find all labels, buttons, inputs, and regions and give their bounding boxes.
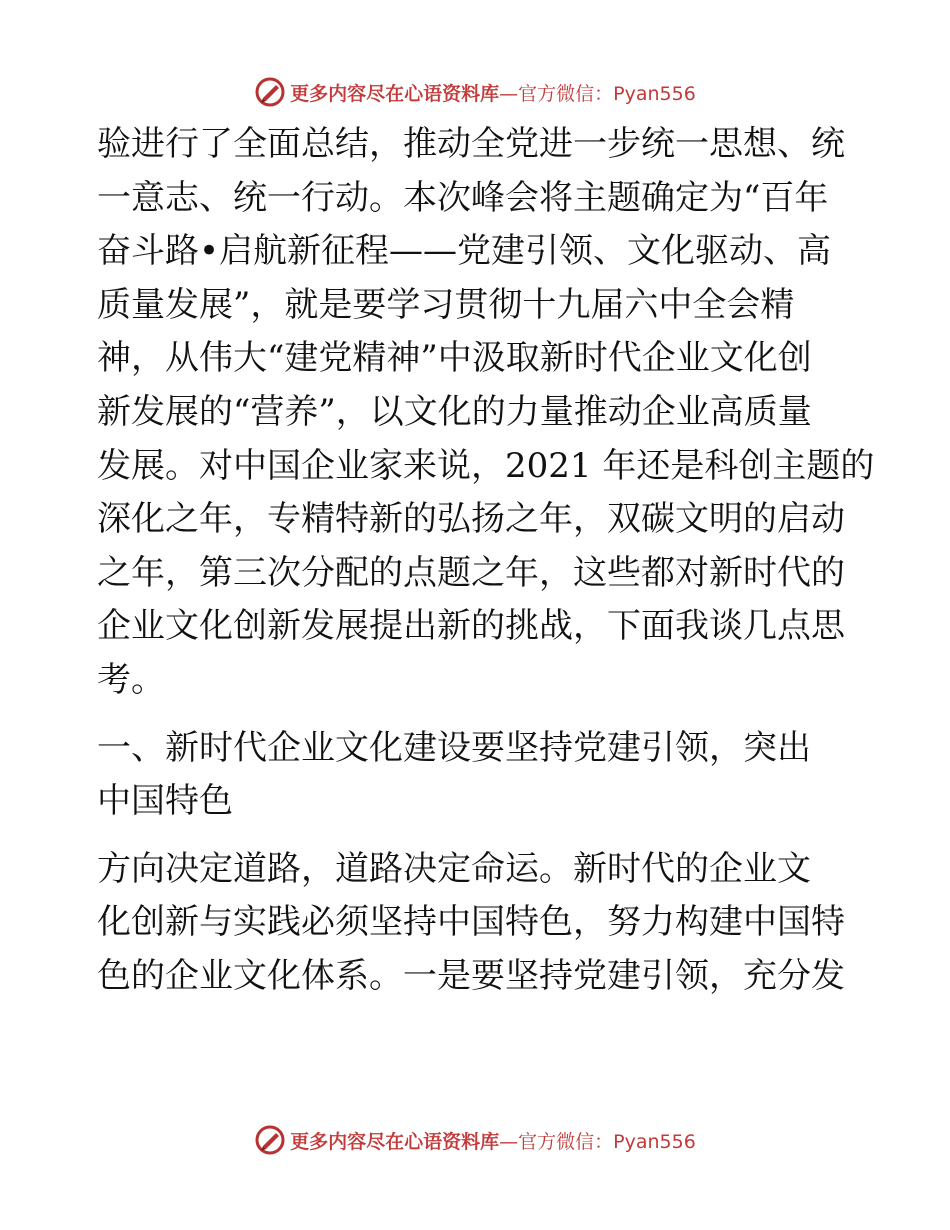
text-line: 企业文化创新发展提出新的挑战，下面我谈几点思 — [97, 606, 845, 647]
text-line: 考。 — [97, 659, 165, 700]
paragraph-section-one — [97, 843, 857, 1004]
text-line: 化创新与实践必须坚持中国特色，努力构建中国特 — [97, 902, 845, 943]
pen-logo-icon — [254, 1124, 286, 1156]
watermark-contact: —官方微信：Pyan556 — [499, 1130, 696, 1153]
footer-watermark — [0, 1120, 950, 1160]
section-heading — [97, 722, 857, 829]
watermark-text: 更多内容尽在心语资料库 — [290, 82, 500, 105]
paragraph-intro — [97, 118, 875, 708]
text-line: 验进行了全面总结，推动全党进一步统一思想、统 — [97, 124, 845, 164]
watermark-text: 更多内容尽在心语资料库 — [290, 1130, 500, 1153]
heading-line: 中国特色 — [97, 781, 233, 822]
text-line: 神，从伟大“建党精神”中汲取新时代企业文化创 — [97, 338, 812, 379]
text-line: 质量发展”，就是要学习贯彻十九届六中全会精 — [97, 284, 795, 325]
text-line: 深化之年，专精特新的弘扬之年，双碳文明的启动 — [97, 499, 845, 540]
pen-logo-icon — [254, 76, 286, 108]
watermark-contact: —官方微信：Pyan556 — [499, 82, 696, 105]
text-line: 发展。对中国企业家来说，2021 年还是科创主题的 — [97, 445, 875, 486]
text-line: 奋斗路•启航新征程——党建引领、文化驱动、高 — [97, 231, 832, 272]
header-watermark — [0, 72, 950, 112]
text-line: 之年，第三次分配的点题之年，这些都对新时代的 — [97, 552, 845, 593]
text-line: 色的企业文化体系。一是要坚持党建引领，充分发 — [97, 955, 845, 996]
heading-line: 一、新时代企业文化建设要坚持党建引领，突出 — [97, 727, 811, 768]
text-line: 新发展的“营养”，以文化的力量推动企业高质量 — [97, 391, 812, 432]
text-line: 一意志、统一行动。本次峰会将主题确定为“百年 — [97, 177, 829, 218]
document-body — [97, 118, 875, 1004]
text-line: 方向决定道路，道路决定命运。新时代的企业文 — [97, 848, 811, 889]
